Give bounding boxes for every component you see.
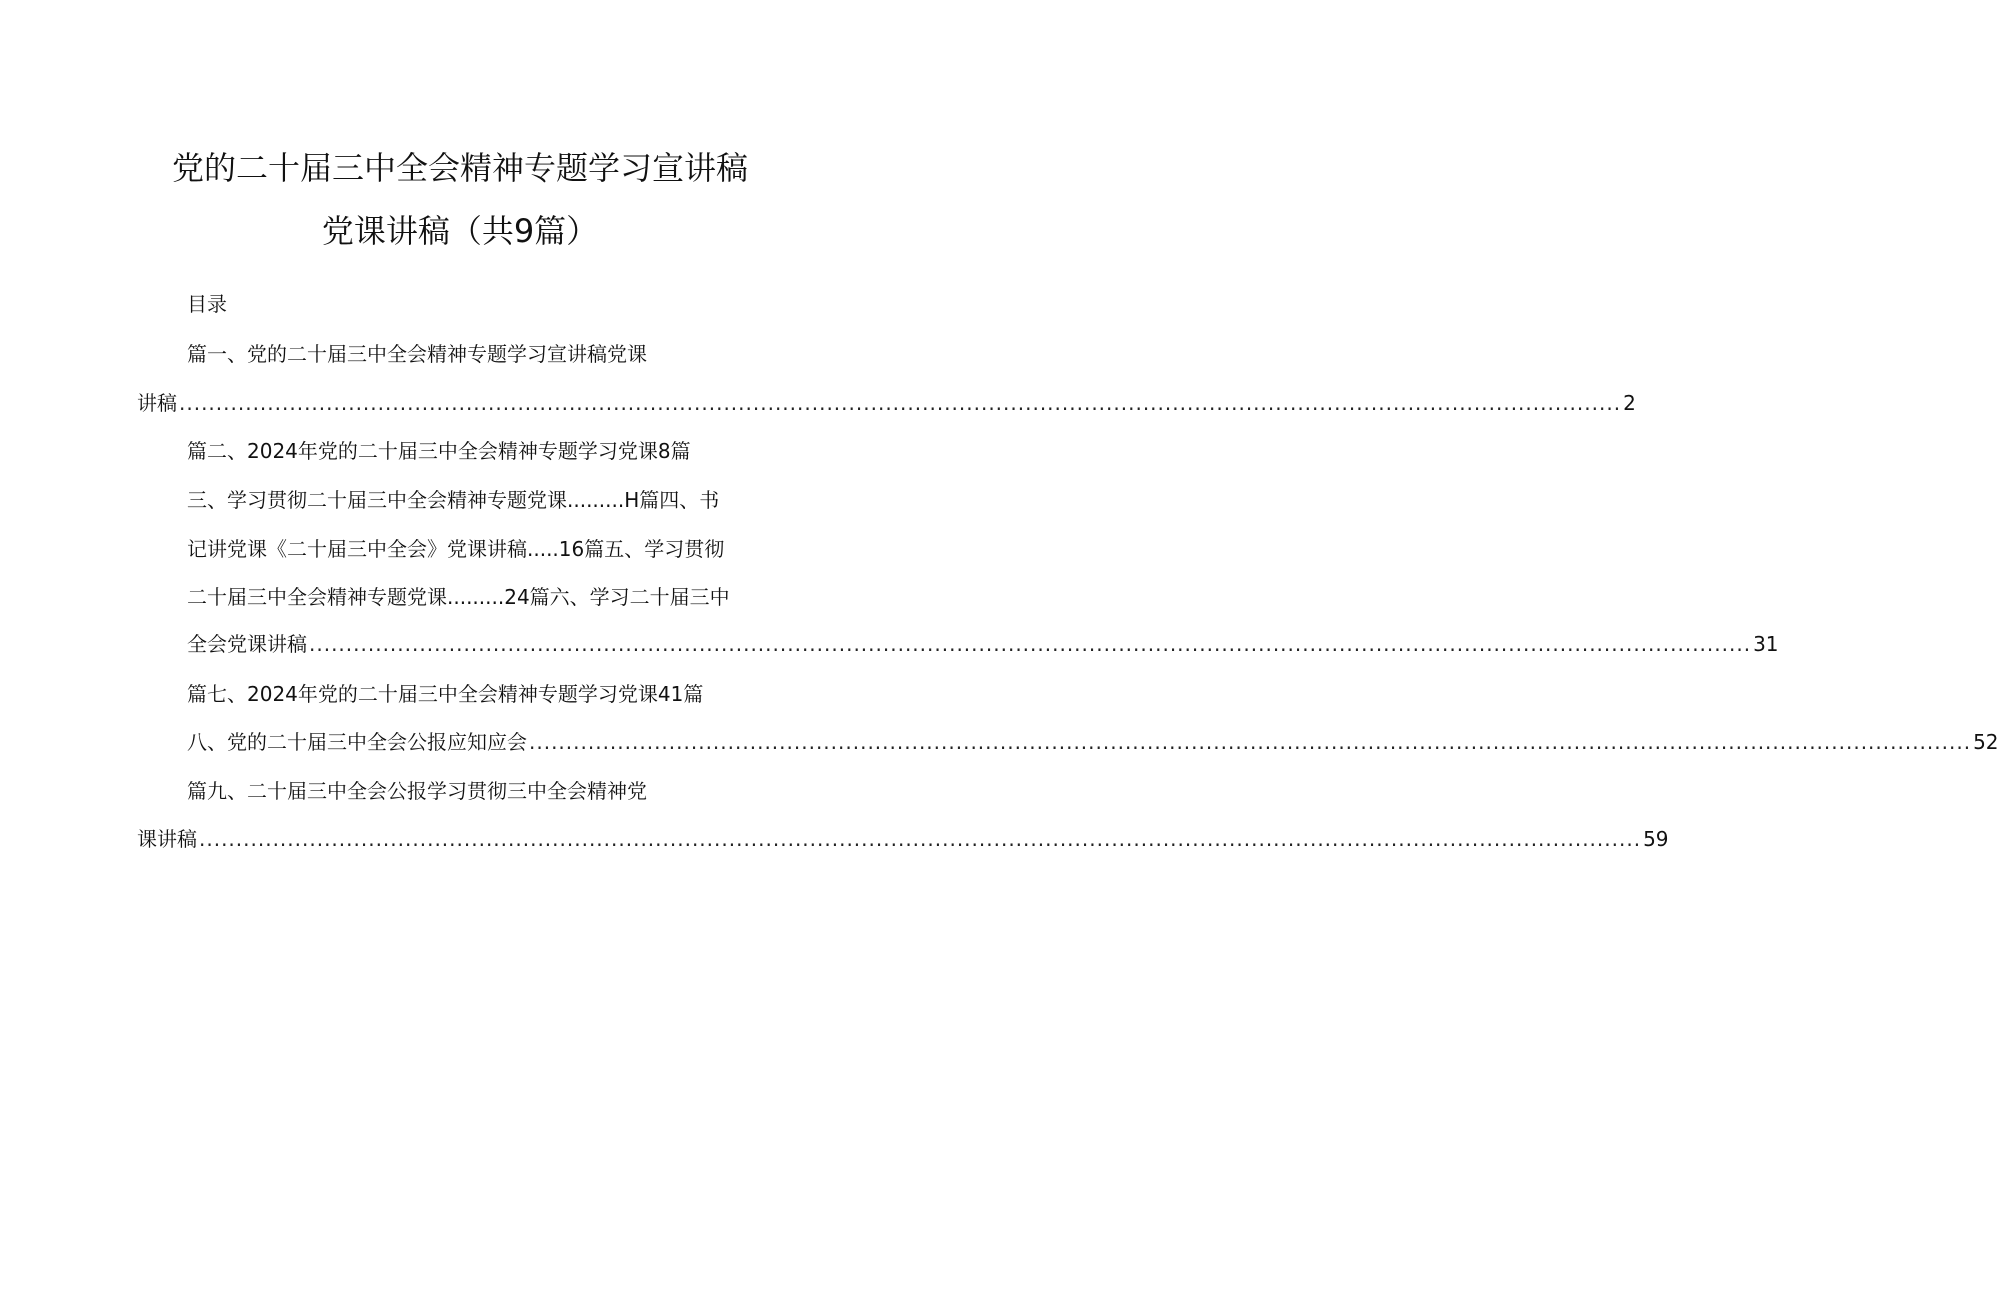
toc-line: 全会党课讲稿 — [187, 632, 307, 656]
toc-line: 讲稿 — [137, 391, 177, 415]
document-title-line-1: 党的二十届三中全会精神专题学习宣讲稿 — [171, 149, 748, 187]
toc-entry-leader — [137, 825, 1669, 853]
toc-dot-leader: .................................................................................................................................................................................................... — [309, 632, 1752, 656]
toc-entry-leader — [187, 630, 1779, 658]
toc-dot-leader: .................................................................................................................................................................................................... — [179, 391, 1622, 415]
toc-line: 课讲稿 — [137, 827, 197, 851]
toc-line: 记讲党课《二十届三中全会》党课讲稿.....16篇五、学习贯彻 — [187, 537, 725, 561]
toc-page-number: 59 — [1643, 827, 1669, 851]
toc-dot-leader: .................................................................................................................................................................................................... — [529, 730, 1972, 754]
toc-dot-leader: .................................................................................................................................................................................................... — [199, 827, 1642, 851]
toc-page-number: 2 — [1623, 391, 1636, 415]
toc-entry-leader — [187, 728, 1999, 756]
toc-page-number: 52 — [1973, 730, 1999, 754]
document-title-line-2: 党课讲稿（共9篇） — [321, 212, 599, 250]
toc-line: 篇二、2024年党的二十届三中全会精神专题学习党课8篇 — [187, 439, 691, 463]
toc-line: 三、学习贯彻二十届三中全会精神专题党课.........H篇四、书 — [187, 488, 720, 512]
toc-line: 篇七、2024年党的二十届三中全会精神专题学习党课41篇 — [187, 682, 704, 706]
toc-heading: 目录 — [187, 292, 227, 316]
toc-line: 篇九、二十届三中全会公报学习贯彻三中全会精神党 — [187, 779, 647, 803]
toc-line: 篇一、党的二十届三中全会精神专题学习宣讲稿党课 — [187, 342, 647, 366]
toc-entry-leader — [137, 389, 1636, 417]
toc-page-number: 31 — [1753, 632, 1779, 656]
toc-line: 二十届三中全会精神专题党课.........24篇六、学习二十届三中 — [187, 585, 730, 609]
toc-line: 八、党的二十届三中全会公报应知应会 — [187, 730, 527, 754]
